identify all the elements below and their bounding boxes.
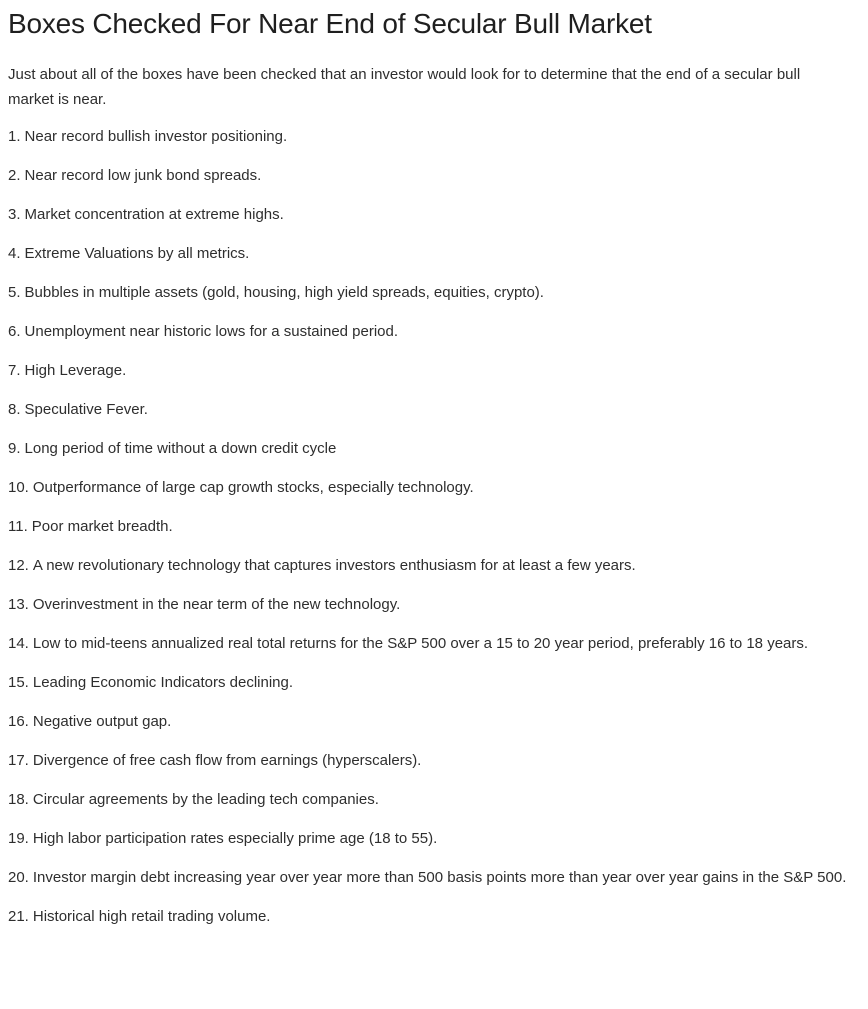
- item-number: 21.: [8, 908, 29, 925]
- item-text: High labor participation rates especially prime age (18 to 55).: [32, 830, 438, 847]
- item-number: 9.: [8, 440, 21, 457]
- item-number: 17.: [8, 752, 29, 769]
- item-number: 10.: [8, 479, 29, 496]
- item-text: Bubbles in multiple assets (gold, housing, high yield spreads, equities, crypto).: [24, 284, 544, 301]
- list-item: [8, 436, 848, 461]
- item-number: 13.: [8, 596, 29, 613]
- item-text: Historical high retail trading volume.: [32, 908, 271, 925]
- item-text: Market concentration at extreme highs.: [24, 206, 284, 223]
- item-text: Poor market breadth.: [31, 518, 173, 535]
- item-number: 20.: [8, 869, 29, 886]
- item-text: Extreme Valuations by all metrics.: [24, 245, 250, 262]
- list-item: [8, 631, 848, 656]
- list-item: [8, 904, 848, 929]
- item-text: Divergence of free cash flow from earnings (hyperscalers).: [32, 752, 422, 769]
- item-text: Circular agreements by the leading tech companies.: [32, 791, 379, 808]
- page-title: Boxes Checked For Near End of Secular Bull Market: [8, 8, 652, 39]
- item-number: 2.: [8, 167, 21, 184]
- item-text: Speculative Fever.: [24, 401, 148, 418]
- list-item: [8, 592, 848, 617]
- item-text: Long period of time without a down credit cycle: [24, 440, 337, 457]
- list-item: [8, 358, 848, 383]
- item-text: Unemployment near historic lows for a sustained period.: [24, 323, 399, 340]
- list-item: [8, 670, 848, 695]
- item-number: 16.: [8, 713, 29, 730]
- item-text: Low to mid-teens annualized real total returns for the S&P 500 over a 15 to 20 year period, preferably 16 to 18 years.: [32, 635, 809, 652]
- item-number: 8.: [8, 401, 21, 418]
- item-number: 6.: [8, 323, 21, 340]
- list-item: [8, 865, 848, 890]
- item-number: 7.: [8, 362, 21, 379]
- item-text: Near record bullish investor positioning.: [24, 128, 288, 145]
- item-number: 18.: [8, 791, 29, 808]
- list-item: [8, 709, 848, 734]
- checklist: [8, 124, 848, 929]
- list-item: [8, 397, 848, 422]
- list-item: [8, 748, 848, 773]
- item-text: Investor margin debt increasing year over year more than 500 basis points more than year over year gains in the S&P 500.: [32, 869, 847, 886]
- item-number: 11.: [8, 518, 28, 535]
- list-item: [8, 553, 848, 578]
- list-item: [8, 163, 848, 188]
- list-item: [8, 319, 848, 344]
- item-text: Near record low junk bond spreads.: [24, 167, 262, 184]
- item-number: 3.: [8, 206, 21, 223]
- item-text: Outperformance of large cap growth stocks, especially technology.: [32, 479, 474, 496]
- list-item: [8, 475, 848, 500]
- item-number: 4.: [8, 245, 21, 262]
- list-item: [8, 280, 848, 305]
- item-text: High Leverage.: [24, 362, 127, 379]
- list-item: [8, 826, 848, 851]
- item-number: 15.: [8, 674, 29, 691]
- item-number: 1.: [8, 128, 21, 145]
- item-number: 19.: [8, 830, 29, 847]
- list-item: [8, 241, 848, 266]
- list-item: [8, 202, 848, 227]
- intro-paragraph: Just about all of the boxes have been checked that an investor would look for to determine that the end of a secular bull market is near.: [8, 66, 801, 108]
- item-text: A new revolutionary technology that captures investors enthusiasm for at least a few years.: [32, 557, 636, 574]
- item-number: 14.: [8, 635, 29, 652]
- list-item: [8, 514, 848, 539]
- item-text: Negative output gap.: [32, 713, 172, 730]
- item-number: 12.: [8, 557, 29, 574]
- item-text: Overinvestment in the near term of the new technology.: [32, 596, 401, 613]
- list-item: [8, 124, 848, 149]
- item-text: Leading Economic Indicators declining.: [32, 674, 294, 691]
- list-item: [8, 787, 848, 812]
- item-number: 5.: [8, 284, 21, 301]
